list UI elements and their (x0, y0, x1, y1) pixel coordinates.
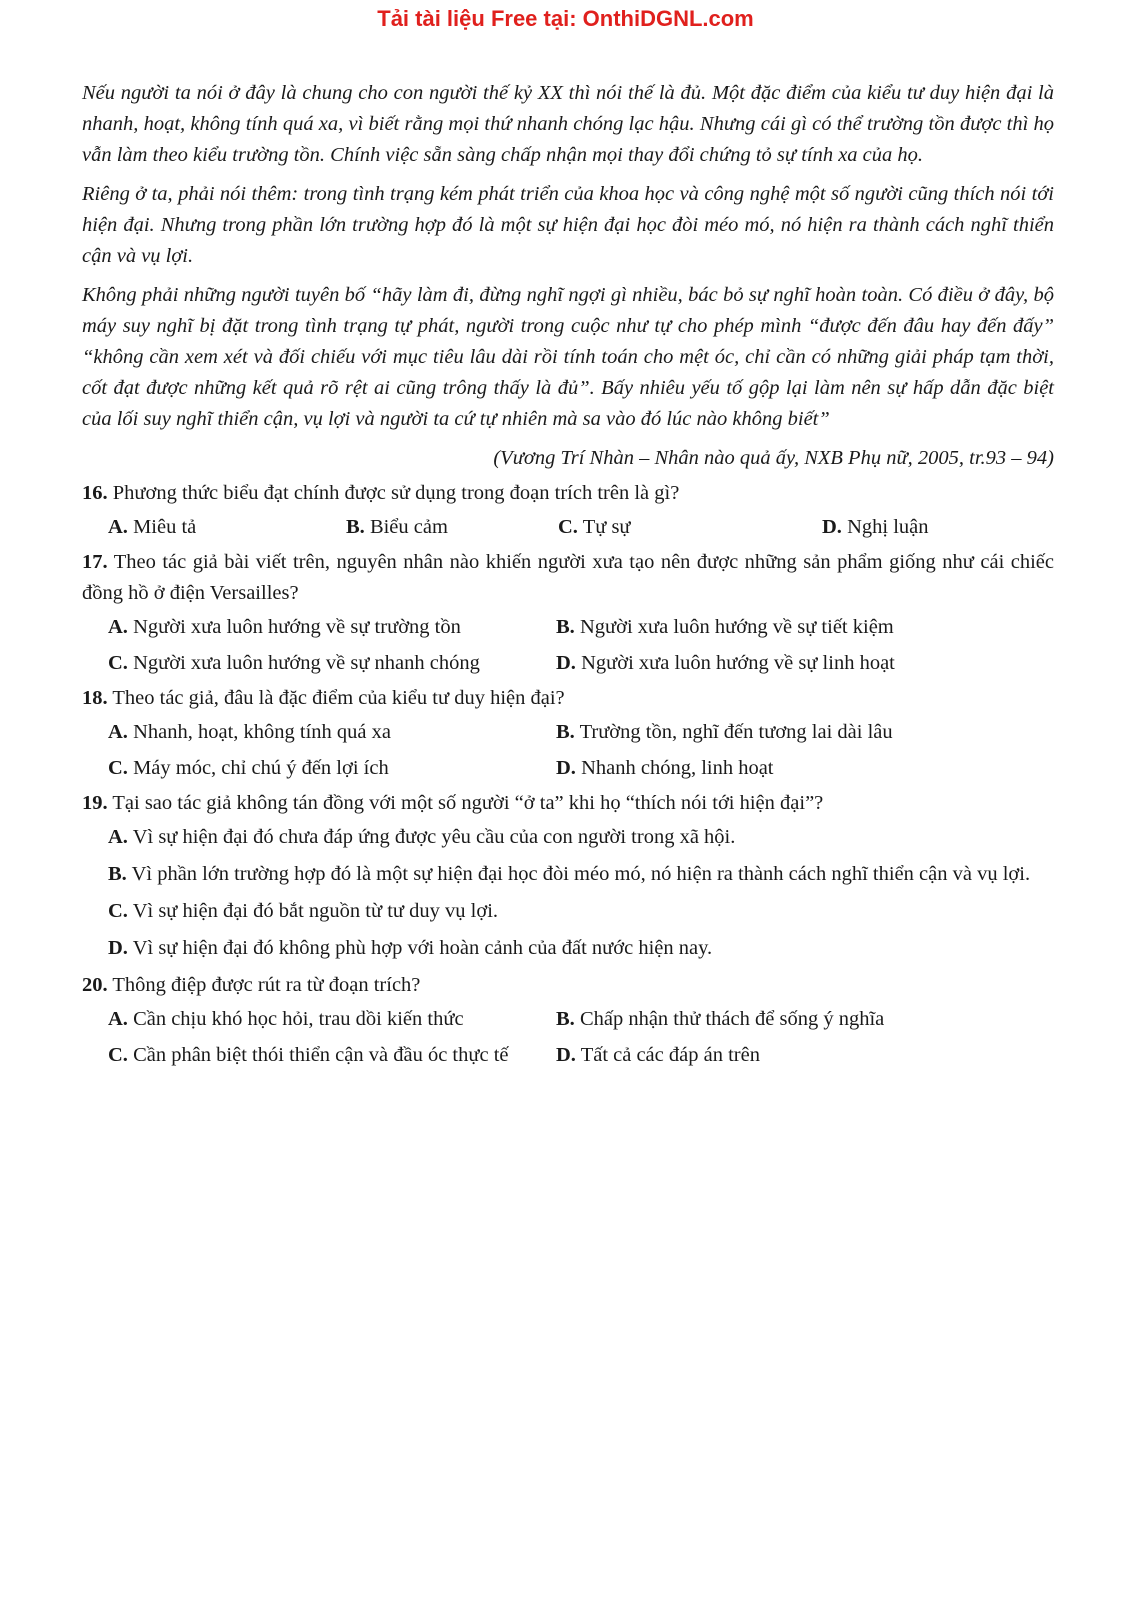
question-stem (82, 788, 1054, 819)
option-letter: C. (558, 516, 578, 538)
option-letter: B. (346, 516, 365, 538)
option-a[interactable] (108, 717, 556, 748)
option-d[interactable] (556, 753, 1054, 784)
option-letter: D. (556, 1044, 576, 1066)
option-b[interactable] (556, 717, 1054, 748)
question-text: Phương thức biểu đạt chính được sử dụng trong đoạn trích trên là gì? (107, 482, 680, 504)
option-text: Chấp nhận thử thách để sống ý nghĩa (574, 1008, 885, 1030)
reading-passage (82, 78, 1054, 435)
question-16 (82, 478, 1054, 543)
question-stem (82, 547, 1054, 609)
option-letter: A. (108, 516, 128, 538)
question-20 (82, 970, 1054, 1071)
option-letter: D. (822, 516, 842, 538)
option-text: Người xưa luôn hướng về sự linh hoạt (575, 652, 895, 674)
option-c[interactable] (108, 648, 556, 679)
option-letter: D. (556, 652, 576, 674)
option-letter: C. (108, 900, 128, 922)
option-text: Biểu cảm (364, 516, 448, 538)
option-letter: A. (108, 826, 128, 848)
option-c[interactable] (558, 512, 822, 543)
option-d[interactable] (556, 1040, 1054, 1071)
option-letter: A. (108, 1008, 128, 1030)
answer-options (82, 717, 1054, 784)
option-letter: C. (108, 757, 128, 779)
option-text: Nhanh chóng, linh hoạt (575, 757, 774, 779)
passage-paragraph: Không phải những người tuyên bố “hãy làm đi, đừng nghĩ ngợi gì nhiều, bác bỏ sự nghĩ hoàn toàn. Có điều ở đây, bộ máy suy nghĩ bị đặt trong tình trạng tự phát, người trong cuộc như tự cho phép mình “được đến đâu hay đến đấy” “không cần xem xét và đối chiếu với mục tiêu lâu dài rồi tính toán cho mệt óc, chỉ cần có những giải pháp tạm thời, cốt đạt được những kết quả rõ rệt ai cũng trông thấy là đủ”. Bấy nhiêu yếu tố gộp lại làm nên sự hấp dẫn đặc biệt của lối suy nghĩ thiển cận, vụ lợi và người ta cứ tự nhiên mà sa vào đó lúc nào không biết” (82, 284, 1054, 430)
option-text: Nhanh, hoạt, không tính quá xa (127, 721, 391, 743)
option-letter: C. (108, 652, 128, 674)
option-b[interactable] (556, 1004, 1054, 1035)
question-text: Tại sao tác giả không tán đồng với một số người “ở ta” khi họ “thích nói tới hiện đại”? (107, 792, 824, 814)
option-d[interactable] (108, 933, 1054, 964)
option-c[interactable] (108, 753, 556, 784)
option-text: Người xưa luôn hướng về sự nhanh chóng (127, 652, 480, 674)
option-letter: B. (556, 721, 575, 743)
option-text: Cần phân biệt thói thiển cận và đầu óc thực tế (127, 1044, 509, 1066)
question-17 (82, 547, 1054, 679)
option-text: Vì sự hiện đại đó không phù hợp với hoàn cảnh của đất nước hiện nay. (127, 937, 713, 959)
passage-source-citation: (Vương Trí Nhàn – Nhân nào quả ấy, NXB Phụ nữ, 2005, tr.93 – 94) (493, 447, 1054, 469)
option-a[interactable] (108, 612, 556, 643)
answer-options (82, 512, 1054, 543)
question-18 (82, 683, 1054, 784)
question-stem (82, 970, 1054, 1001)
option-letter: A. (108, 721, 128, 743)
question-stem (82, 683, 1054, 714)
option-text: Nghị luận (841, 516, 929, 538)
question-stem (82, 478, 1054, 509)
option-a[interactable] (108, 1004, 556, 1035)
option-text: Người xưa luôn hướng về sự tiết kiệm (574, 616, 894, 638)
option-text: Vì sự hiện đại đó chưa đáp ứng được yêu cầu của con người trong xã hội. (127, 826, 736, 848)
option-text: Vì phần lớn trường hợp đó là một sự hiện đại học đòi méo mó, nó hiện ra thành cách nghĩ thiển cận và vụ lợi. (126, 863, 1031, 885)
document-body (82, 78, 1054, 1075)
option-c[interactable] (108, 1040, 556, 1071)
option-text: Vì sự hiện đại đó bắt nguồn từ tư duy vụ lợi. (127, 900, 499, 922)
option-letter: D. (556, 757, 576, 779)
question-text: Theo tác giả bài viết trên, nguyên nhân nào khiến người xưa tạo nên được những sản phẩm giống như cái chiếc đồng hồ ở điện Versailles? (82, 551, 1054, 604)
option-letter: A. (108, 616, 128, 638)
answer-options (82, 822, 1054, 964)
site-header-banner (0, 6, 1131, 32)
option-letter: C. (108, 1044, 128, 1066)
option-letter: B. (108, 863, 127, 885)
option-letter: D. (108, 937, 128, 959)
option-text: Tất cả các đáp án trên (575, 1044, 760, 1066)
option-b[interactable] (556, 612, 1054, 643)
header-text: Tải tài liệu Free tại: OnthiDGNL.com (377, 6, 754, 31)
option-letter: B. (556, 616, 575, 638)
passage-paragraph: Riêng ở ta, phải nói thêm: trong tình trạng kém phát triển của khoa học và công nghệ một số người cũng thích nói tới hiện đại. Nhưng trong phần lớn trường hợp đó là một sự hiện đại học đòi méo mó, nó hiện ra thành cách nghĩ thiển cận và vụ lợi. (82, 183, 1054, 267)
question-19 (82, 788, 1054, 964)
option-a[interactable] (108, 822, 1054, 853)
question-number: 16. (82, 482, 108, 504)
option-d[interactable] (556, 648, 1054, 679)
option-a[interactable] (82, 512, 346, 543)
question-number: 20. (82, 974, 108, 996)
question-number: 18. (82, 687, 108, 709)
option-c[interactable] (108, 896, 1054, 927)
passage-paragraph: Nếu người ta nói ở đây là chung cho con người thế kỷ XX thì nói thế là đủ. Một đặc điểm của kiểu tư duy hiện đại là nhanh, hoạt, không tính quá xa, vì biết rằng mọi thứ nhanh chóng lạc hậu. Nhưng cái gì có thể trường tồn được thì họ vẫn làm theo kiểu trường tồn. Chính việc sẵn sàng chấp nhận mọi thay đổi chứng tỏ sự tính xa của họ. (82, 82, 1054, 166)
option-text: Máy móc, chỉ chú ý đến lợi ích (127, 757, 389, 779)
option-b[interactable] (108, 859, 1054, 890)
option-text: Trường tồn, nghĩ đến tương lai dài lâu (574, 721, 893, 743)
option-letter: B. (556, 1008, 575, 1030)
question-text: Thông điệp được rút ra từ đoạn trích? (107, 974, 421, 996)
question-number: 17. (82, 551, 108, 573)
answer-options (82, 612, 1054, 679)
option-text: Tự sự (577, 516, 631, 538)
option-text: Cần chịu khó học hỏi, trau dồi kiến thức (127, 1008, 464, 1030)
option-text: Người xưa luôn hướng về sự trường tồn (127, 616, 461, 638)
answer-options (82, 1004, 1054, 1071)
option-text: Miêu tả (127, 516, 197, 538)
option-d[interactable] (822, 512, 1052, 543)
question-number: 19. (82, 792, 108, 814)
question-text: Theo tác giả, đâu là đặc điểm của kiểu tư duy hiện đại? (107, 687, 565, 709)
option-b[interactable] (346, 512, 558, 543)
